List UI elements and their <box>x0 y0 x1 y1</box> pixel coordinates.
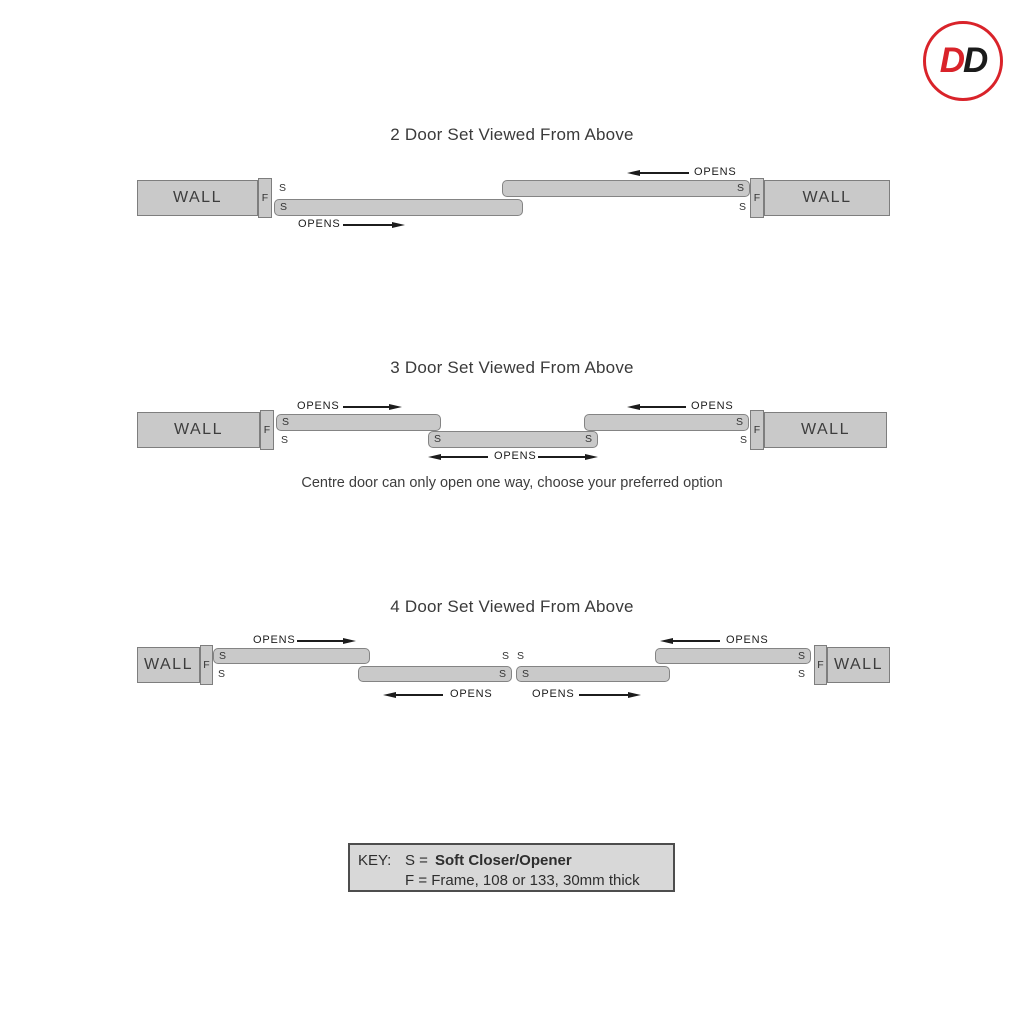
key-soft-value: Soft Closer/Opener <box>435 852 572 869</box>
frame-label: F <box>263 424 271 436</box>
key-heading: KEY: <box>358 852 392 869</box>
door-inner-left-4door <box>358 666 512 682</box>
door-left-3door <box>276 414 441 431</box>
key-soft-prefix: S = <box>405 852 428 869</box>
opens-label: OPENS <box>694 166 737 178</box>
arrow-left-icon <box>440 456 488 458</box>
door-right-2door <box>502 180 750 197</box>
arrow-left-icon <box>639 406 686 408</box>
soft-closer-label: S <box>522 667 530 680</box>
opens-label: OPENS <box>691 400 734 412</box>
dd-brand-logo <box>923 21 1003 101</box>
frame-label: F <box>753 424 761 436</box>
wall-right-4door <box>827 647 890 683</box>
wall-label: WALL <box>834 656 883 673</box>
soft-closer-label: S <box>584 433 592 446</box>
frame-left-4door <box>200 645 213 685</box>
soft-closer-label: S <box>502 650 510 662</box>
arrow-right-icon <box>538 456 586 458</box>
arrow-right-icon <box>579 694 629 696</box>
soft-closer-label: S <box>219 649 227 662</box>
opens-label: OPENS <box>532 688 575 700</box>
soft-closer-label: S <box>279 182 287 194</box>
soft-closer-label: S <box>740 434 748 446</box>
diagram-4door-title: 4 Door Set Viewed From Above <box>390 597 634 616</box>
door-right-3door <box>584 414 749 431</box>
soft-closer-label: S <box>498 667 506 680</box>
opens-label: OPENS <box>726 634 769 646</box>
wall-label: WALL <box>173 189 222 206</box>
wall-label: WALL <box>801 421 850 438</box>
opens-label: OPENS <box>450 688 493 700</box>
soft-closer-label: S <box>736 182 744 195</box>
arrow-left-icon <box>672 640 720 642</box>
arrow-left-icon <box>639 172 689 174</box>
frame-label: F <box>203 659 210 671</box>
frame-label: F <box>261 192 269 204</box>
wall-left-4door <box>137 647 200 683</box>
arrow-right-icon <box>343 224 393 226</box>
diagram-3door-title: 3 Door Set Viewed From Above <box>390 358 634 377</box>
wall-label: WALL <box>144 656 193 673</box>
soft-closer-label: S <box>218 668 226 680</box>
frame-left-3door <box>260 410 274 450</box>
logo-letter-black: D <box>963 41 987 80</box>
arrow-right-icon <box>297 640 344 642</box>
door-inner-right-4door <box>516 666 670 682</box>
wall-right-3door <box>764 412 887 448</box>
soft-closer-label: S <box>281 434 289 446</box>
key-legend-box <box>348 843 675 892</box>
frame-label: F <box>753 192 761 204</box>
soft-closer-label: S <box>798 668 806 680</box>
arrow-right-icon <box>343 406 390 408</box>
soft-closer-label: S <box>797 649 805 662</box>
wall-left-3door <box>137 412 260 448</box>
frame-left-2door <box>258 178 272 218</box>
logo-letter-red: D <box>939 41 963 80</box>
soft-closer-label: S <box>739 201 747 213</box>
soft-closer-label: S <box>517 650 525 662</box>
opens-label: OPENS <box>494 450 537 462</box>
opens-label: OPENS <box>297 400 340 412</box>
diagram-2door-title: 2 Door Set Viewed From Above <box>390 125 634 144</box>
diagram-3door-caption: Centre door can only open one way, choose your preferred option <box>301 475 723 491</box>
frame-right-3door <box>750 410 764 450</box>
soft-closer-label: S <box>282 416 290 429</box>
key-frame-line: F = Frame, 108 or 133, 30mm thick <box>405 872 640 889</box>
arrow-left-icon <box>395 694 443 696</box>
opens-label: OPENS <box>298 218 341 230</box>
soft-closer-label: S <box>434 433 442 446</box>
door-outer-right-4door <box>655 648 811 664</box>
frame-label: F <box>817 659 824 671</box>
frame-right-4door <box>814 645 827 685</box>
wall-right-2door <box>764 180 890 216</box>
door-left-2door <box>274 199 523 216</box>
door-centre-3door <box>428 431 598 448</box>
soft-closer-label: S <box>280 201 288 214</box>
frame-right-2door <box>750 178 764 218</box>
wall-label: WALL <box>174 421 223 438</box>
soft-closer-label: S <box>735 416 743 429</box>
wall-label: WALL <box>802 189 852 206</box>
opens-label: OPENS <box>253 634 296 646</box>
wall-left-2door <box>137 180 258 216</box>
door-outer-left-4door <box>213 648 370 664</box>
